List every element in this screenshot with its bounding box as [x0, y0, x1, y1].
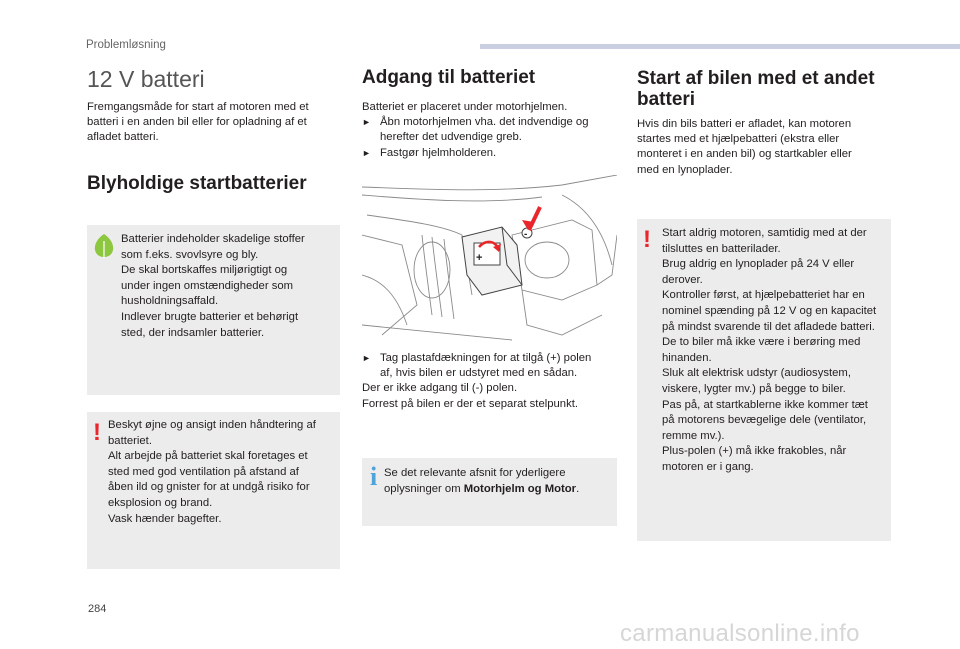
page-number: 284	[88, 603, 107, 615]
text-line: Batterier indeholder skadelige stoffer	[121, 233, 305, 245]
text-line: Forrest på bilen er der et separat stelpunkt.	[362, 397, 579, 410]
warning-text	[662, 226, 890, 476]
text-line: Batteriet er placeret under motorhjelmen.	[362, 101, 568, 113]
text-line: monteret i en anden bil) og startkabler eller	[637, 148, 852, 161]
text-line: husholdningsaffald.	[121, 295, 219, 308]
text-line: sted, der indsamler batterier.	[121, 326, 265, 339]
text-line: De skal bortskaffes miljørigtigt og	[121, 264, 288, 277]
warning-icon: !	[643, 226, 651, 253]
text-line: Vask hænder bagefter.	[108, 512, 222, 525]
text-line: Fastgør hjelmholderen.	[380, 146, 497, 159]
text-line: på motorens bevægelige dele (ventilator,	[662, 414, 867, 427]
text-line: Indlever brugte batterier et behørigt	[121, 310, 299, 323]
arrow-bullet-icon: ►	[362, 353, 371, 363]
environment-text	[121, 232, 337, 341]
text-line: Åbn motorhjelmen vha. det indvendige og	[380, 116, 589, 129]
text-line: herefter det udvendige greb.	[380, 131, 522, 144]
info-box	[362, 458, 617, 526]
warning-box-jump-start	[637, 219, 891, 541]
text-line: Kontroller først, at hjælpebatteriet har en	[662, 289, 865, 302]
warning-box-safety	[87, 412, 340, 569]
minus-label: -	[524, 229, 528, 240]
text-line: hinanden.	[662, 351, 712, 364]
list-item	[362, 146, 617, 161]
info-icon: i	[370, 462, 378, 491]
text-line: Der er ikke adgang til (-) polen.	[362, 382, 518, 395]
intro-text: Fremgangsmåde for start af motoren med et batteri i en anden bil eller for opladning af et afladet batteri.	[87, 101, 309, 144]
environment-box	[87, 225, 340, 395]
text-line: De to biler må ikke være i berøring med	[662, 336, 861, 349]
text-line: remme mv.).	[662, 429, 725, 442]
text-line: viskere, lygter mv.) på begge to biler.	[662, 382, 846, 395]
reference-link-text: Motorhjelm og Motor	[463, 482, 577, 495]
text-line: på mindst svarende til det afladede batteri.	[662, 320, 875, 333]
text-line: motoren er i gang.	[662, 460, 754, 473]
text-line: Start aldrig motoren, samtidig med at der	[662, 227, 867, 239]
text-line: tilsluttes en batterilader.	[662, 242, 781, 255]
section-header: Problemløsning	[86, 39, 166, 51]
section-title-jump-start	[637, 68, 875, 110]
jump-start-intro	[637, 117, 892, 178]
title-line: Start af bilen med et andet	[637, 68, 875, 89]
title-line: batteri	[637, 89, 696, 110]
text-line: Brug aldrig en lynoplader på 24 V eller	[662, 258, 855, 271]
text-line: som f.eks. svovlsyre og bly.	[121, 248, 259, 261]
warning-text	[108, 418, 338, 527]
text-line: af, hvis bilen er udstyret med en sådan.	[380, 367, 578, 380]
text-line: eksplosion og brand.	[108, 496, 213, 509]
pole-text	[362, 351, 617, 412]
text-line: Alt arbejde på batteriet skal foretages et	[108, 450, 308, 463]
list-item	[362, 351, 617, 381]
access-text	[362, 100, 617, 161]
text-line: Plus-polen (+) må ikke frakobles, når	[662, 445, 847, 458]
text-line: startes med et hjælpebatteri (ekstra eller	[637, 133, 840, 146]
list-item	[362, 115, 617, 145]
text-line: nominel spænding på 12 V og en kapacitet	[662, 304, 877, 317]
text-line: Tag plastafdækningen for at tilgå (+) polen	[380, 352, 592, 364]
text-line: Se det relevante afsnit for yderligere	[384, 467, 566, 479]
subtitle-lead-batteries: Blyholdige startbatterier	[87, 173, 307, 194]
text-line: åben ild og gnister for at undgå risiko for	[108, 481, 310, 494]
arrow-bullet-icon: ►	[362, 117, 371, 128]
arrow-bullet-icon: ►	[362, 147, 371, 158]
text-line: oplysninger om Motorhjelm og Motor.	[384, 482, 580, 495]
text-line: Pas på, at startkablerne ikke kommer tæt	[662, 398, 868, 411]
page-title: 12 V batteri	[87, 66, 205, 92]
text-line: Beskyt øjne og ansigt inden håndtering af	[108, 419, 316, 431]
text-line: med en lynoplader.	[637, 163, 733, 176]
watermark: carmanualsonline.info	[620, 620, 860, 647]
section-title-access: Adgang til batteriet	[362, 67, 536, 88]
text-line: batteriet.	[108, 434, 152, 447]
text-line: derover.	[662, 273, 703, 286]
header-bar	[480, 44, 960, 49]
warning-icon: !	[93, 419, 101, 446]
text-line: Sluk alt elektrisk udstyr (audiosystem,	[662, 367, 851, 380]
eco-leaf-icon	[93, 233, 115, 259]
battery-illustration	[362, 175, 617, 345]
text-line: Hvis din bils batteri er afladet, kan motoren	[637, 118, 852, 130]
text-line: under ingen omstændigheder som	[121, 279, 294, 292]
info-text	[384, 466, 614, 497]
text-line: sted med god ventilation på afstand af	[108, 465, 299, 478]
plus-label: +	[476, 252, 483, 264]
